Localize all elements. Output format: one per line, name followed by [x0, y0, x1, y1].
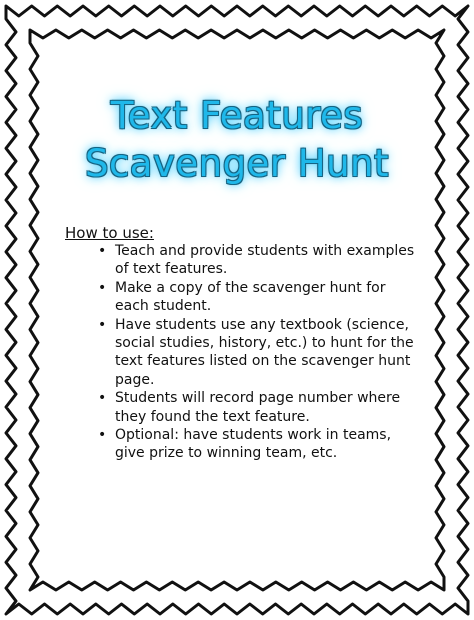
instructions-heading: How to use:	[65, 224, 154, 242]
list-item-text: Make a copy of the scavenger hunt for each student.	[115, 279, 386, 315]
list-item	[80, 389, 415, 426]
bullet-icon: •	[98, 316, 107, 333]
bullet-icon: •	[98, 390, 107, 407]
list-item-text: Optional: have students work in teams, give prize to winning team, etc.	[115, 427, 392, 462]
list-item-text: Have students use any textbook (science, social studies, history, etc.) to hunt for the text features listed on the scavenger hunt page.	[115, 316, 414, 388]
page-title	[40, 92, 434, 188]
title-line-2: Scavenger Hunt	[84, 142, 390, 185]
instructions-list	[80, 242, 415, 463]
title-line-1: Text Features	[110, 94, 364, 137]
bullet-icon: •	[98, 279, 107, 296]
list-item	[80, 316, 415, 390]
list-item	[80, 242, 415, 279]
bullet-icon: •	[98, 243, 107, 259]
list-item-text: Students will record page number where they found the text feature.	[115, 390, 401, 425]
list-item	[80, 279, 415, 316]
list-item	[80, 426, 415, 463]
list-item-text: Teach and provide students with examples of text features.	[115, 243, 415, 278]
bullet-icon: •	[98, 427, 107, 444]
